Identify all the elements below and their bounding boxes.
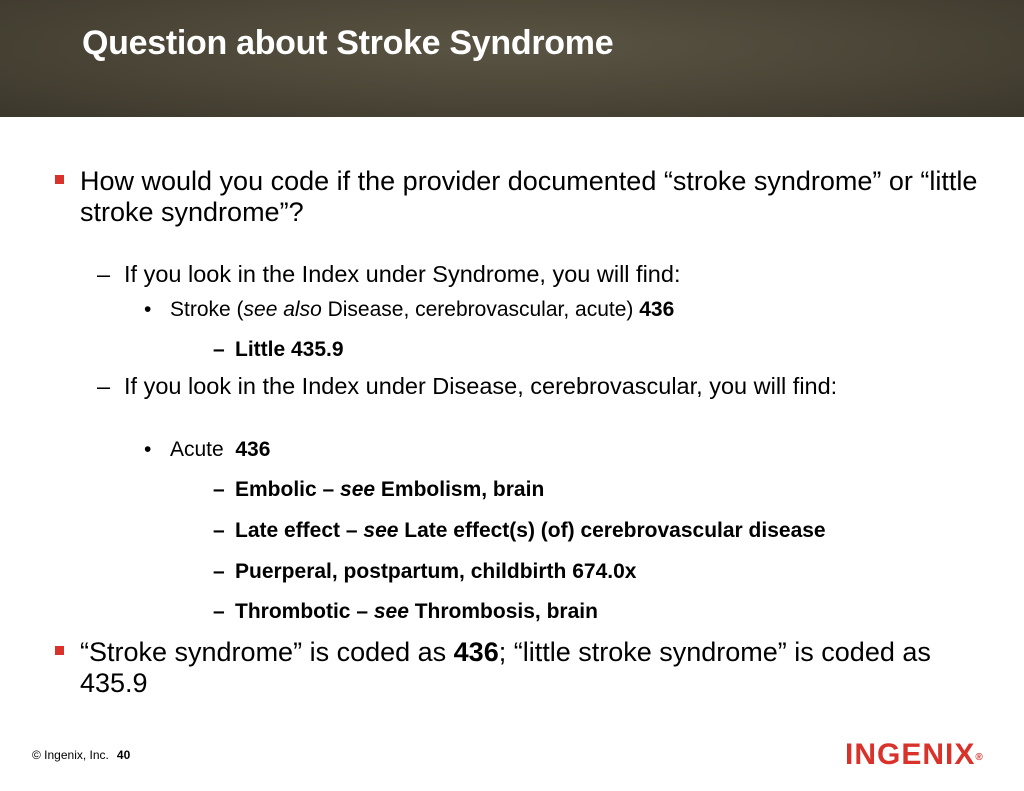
- sub-bullet-cerebrovascular: [97, 373, 954, 400]
- slide-title: Question about Stroke Syndrome: [82, 24, 614, 62]
- item-stroke-see-also: see also: [243, 298, 322, 321]
- subitem-late-effect-post: Late effect(s) (of) cerebrovascular disease: [398, 519, 826, 542]
- subitem-late-effect-see: see: [363, 519, 399, 542]
- bullet-question-text: How would you code if the provider documented “stroke syndrome” or “little stroke syndrome”?: [80, 166, 978, 227]
- square-bullet-icon: [55, 175, 64, 184]
- square-bullet-icon: [55, 646, 64, 655]
- subitem-embolic-post: Embolism, brain: [375, 478, 545, 501]
- conclusion-code: 436: [453, 637, 499, 667]
- dash-marker: –: [213, 338, 225, 361]
- sub-bullet-cerebrovascular-text: If you look in the Index under Disease, cerebrovascular, you will find:: [124, 373, 838, 399]
- subitem-late-effect-pre: Late effect –: [235, 519, 364, 542]
- dash-marker: –: [97, 261, 111, 287]
- subitem-puerperal: [213, 559, 995, 584]
- subitem-thrombotic: [213, 599, 995, 624]
- item-stroke-middle: Disease, cerebrovascular, acute): [321, 298, 640, 321]
- dash-marker: –: [97, 373, 111, 399]
- dot-marker: •: [144, 438, 152, 461]
- item-acute: [144, 437, 970, 462]
- subitem-little-text: Little 435.9: [235, 338, 344, 361]
- subitem-thrombotic-pre: Thrombotic –: [235, 600, 374, 623]
- conclusion-pre: “Stroke syndrome” is coded as: [80, 637, 454, 667]
- subitem-embolic-pre: Embolic –: [235, 478, 341, 501]
- item-acute-code: 436: [235, 438, 271, 461]
- dot-marker: •: [144, 298, 152, 321]
- dash-marker: –: [213, 519, 225, 542]
- logo-text: INGENIX: [845, 738, 976, 771]
- title-bar: [0, 0, 1024, 117]
- subitem-puerperal-text: Puerperal, postpartum, childbirth 674.0x: [235, 560, 637, 583]
- registered-mark: ®: [975, 752, 983, 763]
- item-stroke: [144, 297, 970, 322]
- subitem-embolic: [213, 477, 995, 502]
- copyright-text: © Ingenix, Inc.: [32, 748, 109, 762]
- conclusion-post: ; “little stroke syndrome” is coded as 435.9: [80, 637, 946, 698]
- bullet-question: [80, 166, 980, 228]
- page-number: 40: [116, 748, 131, 762]
- dash-marker: –: [213, 478, 225, 501]
- subitem-thrombotic-see: see: [373, 600, 409, 623]
- subitem-thrombotic-post: Thrombosis, brain: [408, 600, 598, 623]
- subitem-little: [213, 337, 995, 362]
- sub-bullet-syndrome-text: If you look in the Index under Syndrome, you will find:: [124, 261, 681, 287]
- ingenix-logo: [845, 738, 983, 772]
- item-stroke-code: 436: [639, 298, 675, 321]
- bullet-conclusion: [80, 637, 980, 699]
- item-acute-label: Acute: [170, 438, 236, 461]
- subitem-late-effect: [213, 518, 995, 543]
- item-stroke-prefix: Stroke (: [170, 298, 244, 321]
- sub-bullet-syndrome: [97, 261, 954, 288]
- dash-marker: –: [213, 560, 225, 583]
- footer-copyright: [32, 748, 130, 762]
- subitem-embolic-see: see: [340, 478, 376, 501]
- dash-marker: –: [213, 600, 225, 623]
